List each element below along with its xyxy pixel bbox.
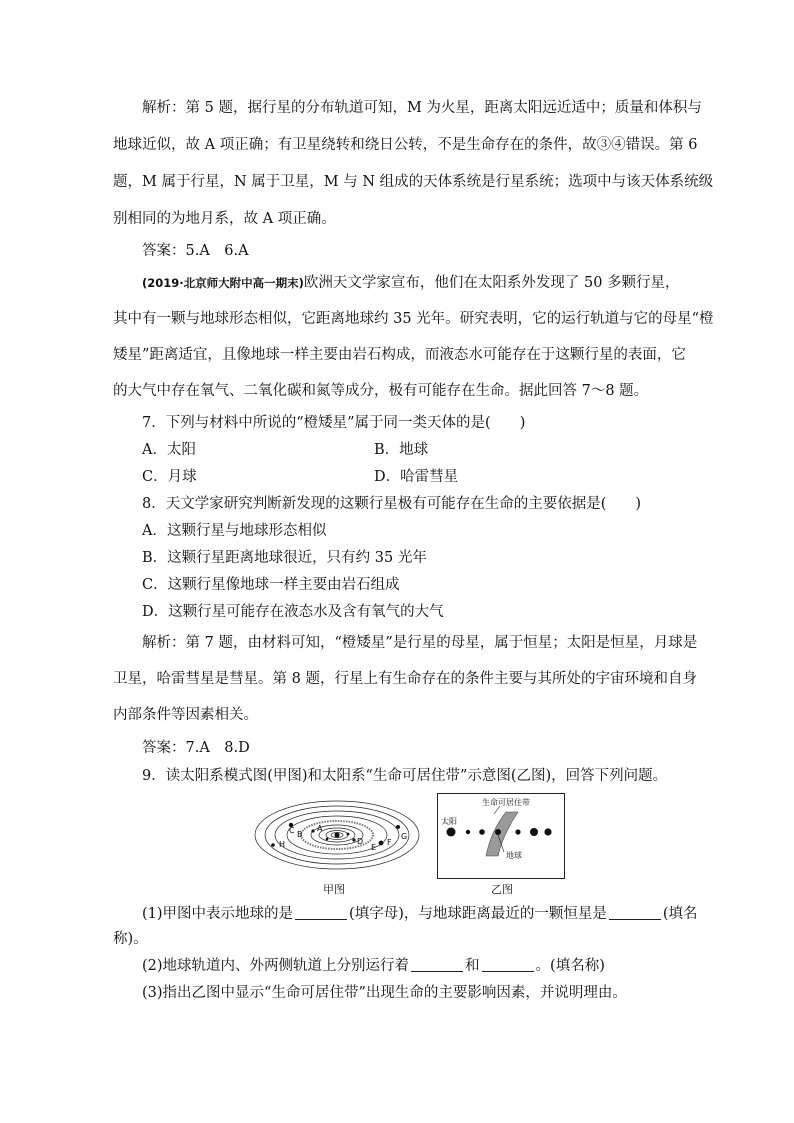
answer-blank-earth-letter[interactable] — [295, 905, 347, 920]
material-line-1 — [142, 272, 680, 294]
material-text-1: 欧洲天文学家宣布，他们在太阳系外发现了 50 多颗行星， — [303, 275, 680, 291]
analysis-5-6-line-2: 地球近似，故 A 项正确；有卫星绕转和绕日公转，不是生命存在的条件，故③④错误。第 6 — [113, 137, 698, 153]
sub-2-text-c: 。(填名称) — [535, 958, 605, 974]
material-source: (2019·北京师大附中高一期末) — [142, 276, 304, 290]
analysis-5-6-line-4: 别相同的为地月系，故 A 项正确。 — [113, 211, 336, 227]
planet-dot — [479, 829, 485, 835]
question-9-sub-2 — [142, 955, 605, 977]
question-8-option-d: D．这颗行星可能存在液态水及含有氧气的大气 — [142, 604, 444, 620]
sun-label: 太阳 — [441, 817, 457, 826]
planet-label-h: H — [279, 840, 286, 849]
planet-label-b: B — [297, 830, 303, 839]
planet-label-g: G — [401, 832, 408, 841]
material-line-3: 矮星”距离适宜，且像地球一样主要由岩石构成，而液态水可能存在于这颗行星的表面，它 — [113, 347, 686, 363]
question-9-sub-3: (3)指出乙图中显示“生命可居住带”出现生命的主要影响因素，并说明理由。 — [142, 985, 627, 1001]
habitable-zone-figure — [437, 793, 565, 879]
question-8-option-c: C．这颗行星像地球一样主要由岩石组成 — [142, 577, 400, 593]
question-8-stem: 8．天文学家研究判断新发现的这颗行星极有可能存在生命的主要依据是( ) — [142, 496, 642, 512]
planet-label-a: A — [317, 824, 323, 833]
analysis-7-8-line-2: 卫星，哈雷彗星是彗星。第 8 题，行星上有生命存在的条件主要与其所处的宇宙环境和自身 — [113, 671, 697, 687]
question-8-option-a: A．这颗行星与地球形态相似 — [142, 523, 327, 539]
sub-1-text-c: (填名 — [662, 906, 698, 922]
question-9-sub-1 — [142, 903, 698, 925]
planet-label-f: F — [387, 838, 392, 847]
sub-2-text-a: (2)地球轨道内、外两侧轨道上分别运行着 — [142, 958, 410, 974]
figure-jia-caption: 甲图 — [323, 883, 345, 896]
planet-label-d: D — [357, 837, 364, 846]
answer-blank-nearest-star[interactable] — [609, 905, 661, 920]
planet-label-e: E — [371, 843, 377, 852]
answer-7-8: 答案：7.A 8.D — [142, 740, 250, 756]
analysis-5-6-line-3: 题，M 属于行星，N 属于卫星，M 与 N 组成的天体系统是行星系统；选项中与该天体系统级 — [113, 174, 714, 190]
material-line-4: 的大气中存在氧气、二氧化碳和氮等成分，极有可能存在生命。据此回答 7～8 题。 — [113, 383, 649, 399]
planet-dot — [515, 829, 520, 834]
sun-dot — [334, 832, 339, 837]
sub-2-text-b: 和 — [465, 958, 480, 974]
analysis-5-6-line-1: 解析：第 5 题，据行星的分布轨道可知，M 为火星，距离太阳远近适中；质量和体积与 — [142, 100, 702, 116]
earth-dot — [495, 829, 501, 835]
sub-1-text-a: (1)甲图中表示地球的是 — [142, 906, 294, 922]
question-7-option-a: A．太阳 — [142, 442, 196, 458]
analysis-7-8-line-3: 内部条件等因素相关。 — [113, 707, 258, 723]
planet-label-c: C — [289, 826, 295, 835]
question-8-option-b: B．这颗行星距离地球很近，只有约 35 光年 — [142, 550, 427, 566]
question-7-stem: 7．下列与材料中所说的“橙矮星”属于同一类天体的是( ) — [142, 415, 526, 431]
planet-dot — [544, 828, 551, 835]
answer-5-6: 答案：5.A 6.A — [142, 243, 249, 259]
answer-blank-inner-orbit[interactable] — [411, 957, 463, 972]
planet-dot — [530, 828, 538, 836]
question-7-option-c: C．月球 — [142, 469, 197, 485]
question-7-option-b: B．地球 — [374, 442, 429, 458]
sub-1-text-b: (填字母)，与地球距离最近的一颗恒星是 — [349, 906, 607, 922]
earth-label: 地球 — [506, 851, 522, 860]
habitable-zone-title: 生命可居住带 — [482, 798, 530, 807]
material-line-2: 其中有一颗与地球形态相似，它距离地球约 35 光年。研究表明，它的运行轨道与它的母星“橙 — [113, 311, 714, 327]
analysis-7-8-line-1: 解析：第 7 题，由材料可知，“橙矮星”是行星的母星，属于恒星；太阳是恒星，月球是 — [142, 635, 698, 651]
question-9-stem: 9．读太阳系模式图(甲图)和太阳系“生命可居住带”示意图(乙图)，回答下列问题。 — [142, 768, 668, 784]
question-9-sub-1-cont: 称)。 — [113, 931, 148, 947]
figure-yi-caption: 乙图 — [491, 883, 513, 896]
question-7-option-d: D．哈雷彗星 — [374, 469, 459, 485]
planet-dot — [466, 830, 470, 834]
answer-blank-outer-orbit[interactable] — [482, 957, 534, 972]
solar-system-model-figure — [253, 795, 431, 877]
sun-disc — [447, 828, 456, 837]
